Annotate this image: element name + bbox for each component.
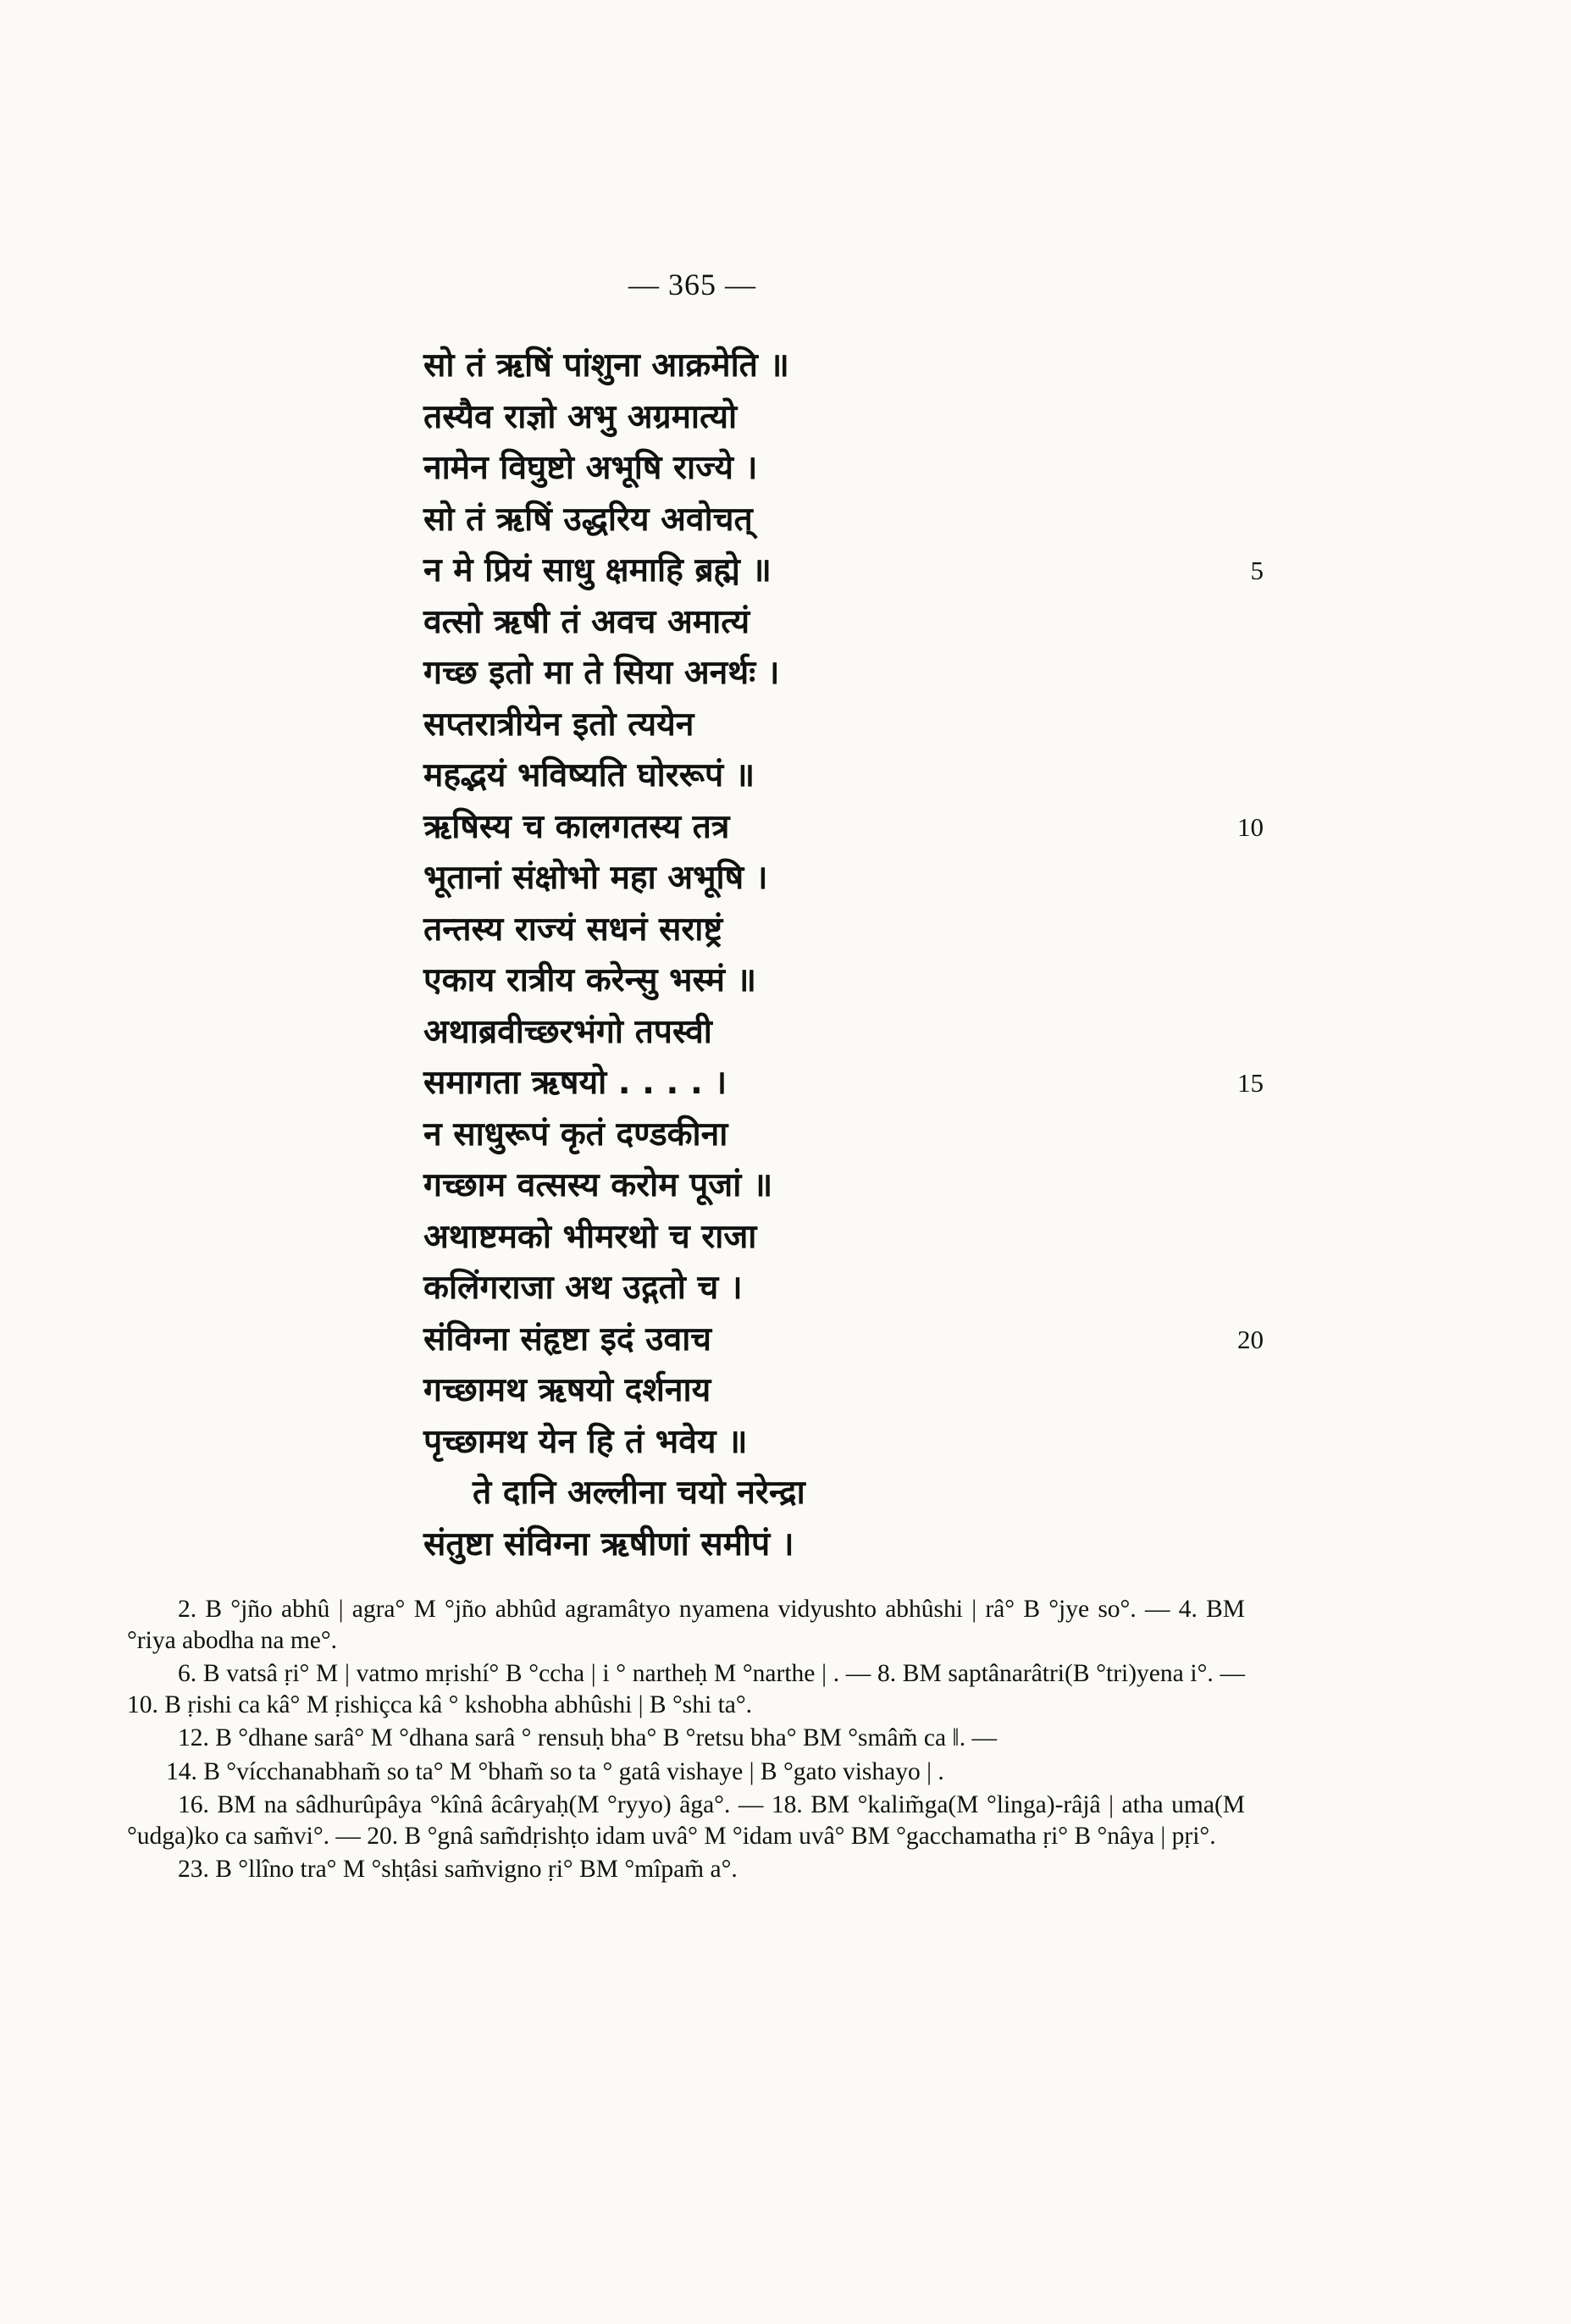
line-number: 10 bbox=[1237, 811, 1264, 842]
verse-text: सो तं ऋषिं पांशुना आक्रमेति ॥ bbox=[423, 346, 789, 385]
note-paragraph: 23. B °llîno tra° M °shṭâsi sam̃vigno ṛi° BM °mîpam̃ a°. bbox=[178, 1856, 738, 1883]
verse-text: भूतानां संक्षोभो महा अभूषि । bbox=[423, 859, 768, 897]
verse-line-21 bbox=[423, 1365, 1338, 1417]
verse-text: गच्छामथ ऋषयो दर्शनाय bbox=[423, 1371, 711, 1409]
verse-text: एकाय रात्रीय करेन्सु भस्मं ॥ bbox=[423, 961, 756, 999]
verse-line-20 bbox=[423, 1314, 1338, 1366]
verse-line-19 bbox=[423, 1263, 1338, 1314]
verse-line-12 bbox=[423, 905, 1338, 956]
critical-notes bbox=[127, 1594, 1245, 1888]
verse-text: अथाब्रवीच्छरभंगो तपस्वी bbox=[423, 1012, 712, 1051]
verse-line-24 bbox=[423, 1519, 1338, 1571]
verse-line-2 bbox=[423, 392, 1338, 444]
verse-line-8 bbox=[423, 700, 1338, 751]
line-number: 5 bbox=[1250, 556, 1264, 585]
verse-line-23 bbox=[423, 1468, 1338, 1519]
verse-text: महद्भयं भविष्यति घोररूपं ॥ bbox=[423, 756, 755, 794]
verse-text: अथाष्टमको भीमरथो च राजा bbox=[423, 1217, 757, 1256]
verse-line-4 bbox=[423, 495, 1338, 546]
line-number: 20 bbox=[1237, 1324, 1264, 1354]
verse-text: नामेन विघुष्टो अभूषि राज्ये । bbox=[423, 449, 758, 487]
verse-text: समागता ऋषयो . . . . । bbox=[423, 1064, 727, 1102]
verse-line-22 bbox=[423, 1417, 1338, 1469]
verse-line-11 bbox=[423, 853, 1338, 905]
verse-text: तस्यैव राज्ञो अभु अग्रमात्यो bbox=[423, 397, 738, 436]
verse-line-7 bbox=[423, 648, 1338, 700]
verse-text: तन्तस्य राज्यं सधनं सराष्ट्रं bbox=[423, 910, 723, 949]
verse-text: गच्छाम वत्सस्य करोम पूजां ॥ bbox=[423, 1166, 773, 1204]
verse-line-10 bbox=[423, 802, 1338, 854]
note-paragraph: 14. B °vícchanabham̃ so ta° M °bham̃ so ta ° gatâ vishaye | B °gato vishayo | . bbox=[166, 1757, 944, 1785]
verse-line-1 bbox=[423, 340, 1338, 392]
verse-text: ते दानि अल्लीना चयो नरेन्द्रा bbox=[473, 1474, 805, 1512]
verse-text: सो तं ऋषिं उद्धरिय अवोचत् bbox=[423, 500, 753, 539]
note-paragraph: 16. BM na sâdhurûpâya °kînâ âcâryaḥ(M °ryyo) âga°. — 18. BM °kalim̃ga(M °linga)-râjâ | atha uma(M °udga)ko ca sam̃vi°. — 20. B °gnâ sam̃dṛishṭo idam uvâ° M °idam uvâ° BM °gacchamatha ṛi° B °nâya | pṛi°. bbox=[127, 1791, 1245, 1850]
verse-text: कलिंगराजा अथ उद्गतो च । bbox=[423, 1269, 743, 1307]
verse-text: ऋषिस्य च कालगतस्य तत्र bbox=[423, 807, 730, 846]
verse-line-15 bbox=[423, 1058, 1338, 1109]
verse-line-16 bbox=[423, 1109, 1338, 1161]
verse-line-14 bbox=[423, 1007, 1338, 1059]
verse-line-5 bbox=[423, 545, 1338, 597]
verse-text: न साधुरूपं कृतं दण्डकीना bbox=[423, 1115, 728, 1154]
verse-block bbox=[423, 340, 1338, 1570]
page-number: — 365 — bbox=[628, 268, 756, 302]
note-paragraph: 2. B °jño abhû | agra° M °jño abhûd agramâtyo nyamena vidyushto abhûshi | râ° B °jye so°. — 4. BM °riya abodha na me°. bbox=[127, 1596, 1245, 1654]
verse-line-9 bbox=[423, 750, 1338, 802]
verse-text: सप्तरात्रीयेन इतो त्ययेन bbox=[423, 705, 694, 744]
note-paragraph: 12. B °dhane sarâ° M °dhana sarâ ° rensuḥ bha° B °retsu bha° BM °smâm̃ ca ‖. — bbox=[178, 1724, 997, 1751]
verse-text: न मे प्रियं साधु क्षमाहि ब्रह्मे ॥ bbox=[423, 551, 772, 589]
verse-line-13 bbox=[423, 955, 1338, 1007]
verse-line-6 bbox=[423, 597, 1338, 649]
verse-text: गच्छ इतो मा ते सिया अनर्थः । bbox=[423, 654, 780, 692]
verse-line-18 bbox=[423, 1212, 1338, 1264]
verse-text: वत्सो ऋषी तं अवच अमात्यं bbox=[423, 602, 750, 641]
verse-line-17 bbox=[423, 1160, 1338, 1212]
note-paragraph: 6. B vatsâ ṛi° M | vatmo mṛishí° B °ccha | i ° nartheḥ M °narthe | . — 8. BM saptânarâtri(B °tri)yena i°. — 10. B ṛishi ca kâ° M ṛishiçca kâ ° kshobha abhûshi | B °shi ta°. bbox=[127, 1660, 1245, 1718]
verse-line-3 bbox=[423, 443, 1338, 495]
line-number: 15 bbox=[1237, 1068, 1264, 1098]
verse-text: संतुष्टा संविग्ना ऋषीणां समीपं । bbox=[423, 1524, 794, 1563]
verse-text: पृच्छामथ येन हि तं भवेय ॥ bbox=[423, 1422, 748, 1461]
verse-text: संविग्ना संहृष्टा इदं उवाच bbox=[423, 1320, 712, 1358]
